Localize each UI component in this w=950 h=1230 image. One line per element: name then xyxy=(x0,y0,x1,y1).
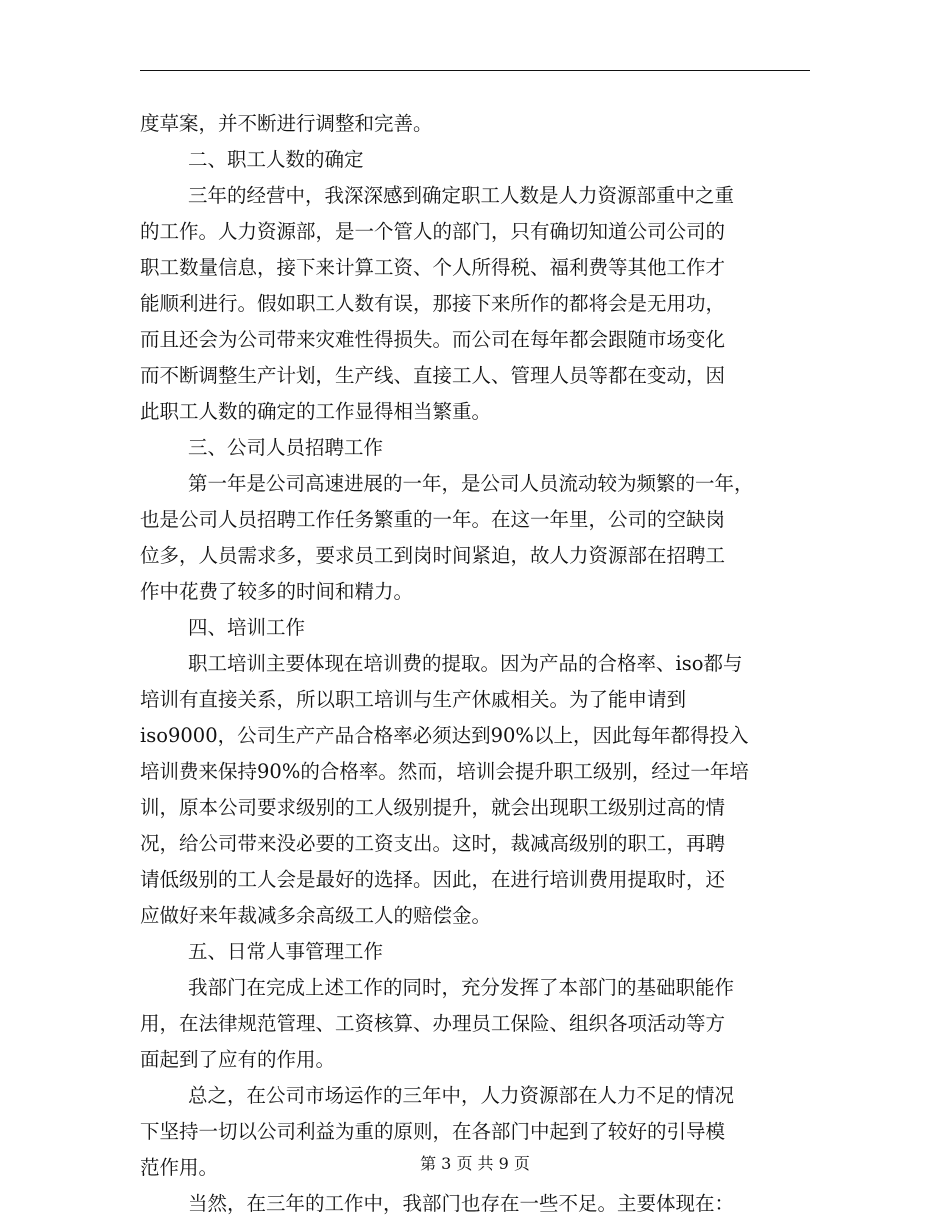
paragraph-first-line: 职工培训主要体现在培训费的提取。因为产品的合格率、iso都与 xyxy=(188,652,743,675)
text-line: 请低级别的工人会是最好的选择。因此，在进行培训费用提取时，还 xyxy=(140,868,726,891)
text-line: 位多，人员需求多，要求员工到岗时间紧迫，故人力资源部在招聘工 xyxy=(140,544,726,567)
text-line: 用，在法律规范管理、工资核算、办理员工保险、组织各项活动等方 xyxy=(140,1012,726,1035)
text-line: 而且还会为公司带来灾难性得损失。而公司在每年都会跟随市场变化 xyxy=(140,328,726,351)
paragraph-first-line: 五、日常人事管理工作 xyxy=(188,940,384,963)
text-line: 况，给公司带来没必要的工资支出。这时，裁减高级别的职工，再聘 xyxy=(140,832,726,855)
paragraph-first-line: 我部门在完成上述工作的同时，充分发挥了本部门的基础职能作 xyxy=(188,976,735,999)
header-rule xyxy=(140,70,810,71)
text-line: 而不断调整生产计划，生产线、直接工人、管理人员等都在变动，因 xyxy=(140,364,726,387)
paragraph-first-line: 总之，在公司市场运作的三年中，人力资源部在人力不足的情况 xyxy=(188,1084,735,1107)
document-body xyxy=(140,106,810,1222)
paragraph-first-line: 三、公司人员招聘工作 xyxy=(188,436,384,459)
page-number-footer: 第 3 页 共 9 页 xyxy=(420,1154,530,1173)
text-line: 范作用。 xyxy=(140,1156,219,1179)
paragraph-first-line: 第一年是公司高速进展的一年，是公司人员流动较为频繁的一年， xyxy=(188,472,754,495)
text-line: 应做好来年裁减多余高级工人的赔偿金。 xyxy=(140,904,492,927)
paragraph-first-line: 二、职工人数的确定 xyxy=(188,148,364,171)
paragraph-first-line: 当然，在三年的工作中，我部门也存在一些不足。主要体现在： xyxy=(188,1192,735,1215)
text-line: 能顺利进行。假如职工人数有误，那接下来所作的都将会是无用功， xyxy=(140,292,726,315)
text-line: 训，原本公司要求级别的工人级别提升，就会出现职工级别过高的情 xyxy=(140,796,726,819)
text-line: iso9000，公司生产产品合格率必须达到90%以上，因此每年都得投入 xyxy=(140,724,749,747)
paragraph-first-line: 四、培训工作 xyxy=(188,616,306,639)
paragraph-first-line: 三年的经营中，我深深感到确定职工人数是人力资源部重中之重 xyxy=(188,184,735,207)
text-line: 的工作。人力资源部，是一个管人的部门，只有确切知道公司公司的 xyxy=(140,220,726,243)
text-line: 也是公司人员招聘工作任务繁重的一年。在这一年里，公司的空缺岗 xyxy=(140,508,726,531)
text-line: 度草案，并不断进行调整和完善。 xyxy=(140,112,433,135)
text-line: 培训费来保持90%的合格率。然而，培训会提升职工级别，经过一年培 xyxy=(140,760,749,783)
text-line: 此职工人数的确定的工作显得相当繁重。 xyxy=(140,400,492,423)
text-line: 培训有直接关系，所以职工培训与生产休戚相关。为了能申请到 xyxy=(140,688,687,711)
text-line: 职工数量信息，接下来计算工资、个人所得税、福利费等其他工作才 xyxy=(140,256,726,279)
text-line: 面起到了应有的作用。 xyxy=(140,1048,336,1071)
text-line: 作中花费了较多的时间和精力。 xyxy=(140,580,414,603)
text-line: 下坚持一切以公司利益为重的原则，在各部门中起到了较好的引导模 xyxy=(140,1120,726,1143)
